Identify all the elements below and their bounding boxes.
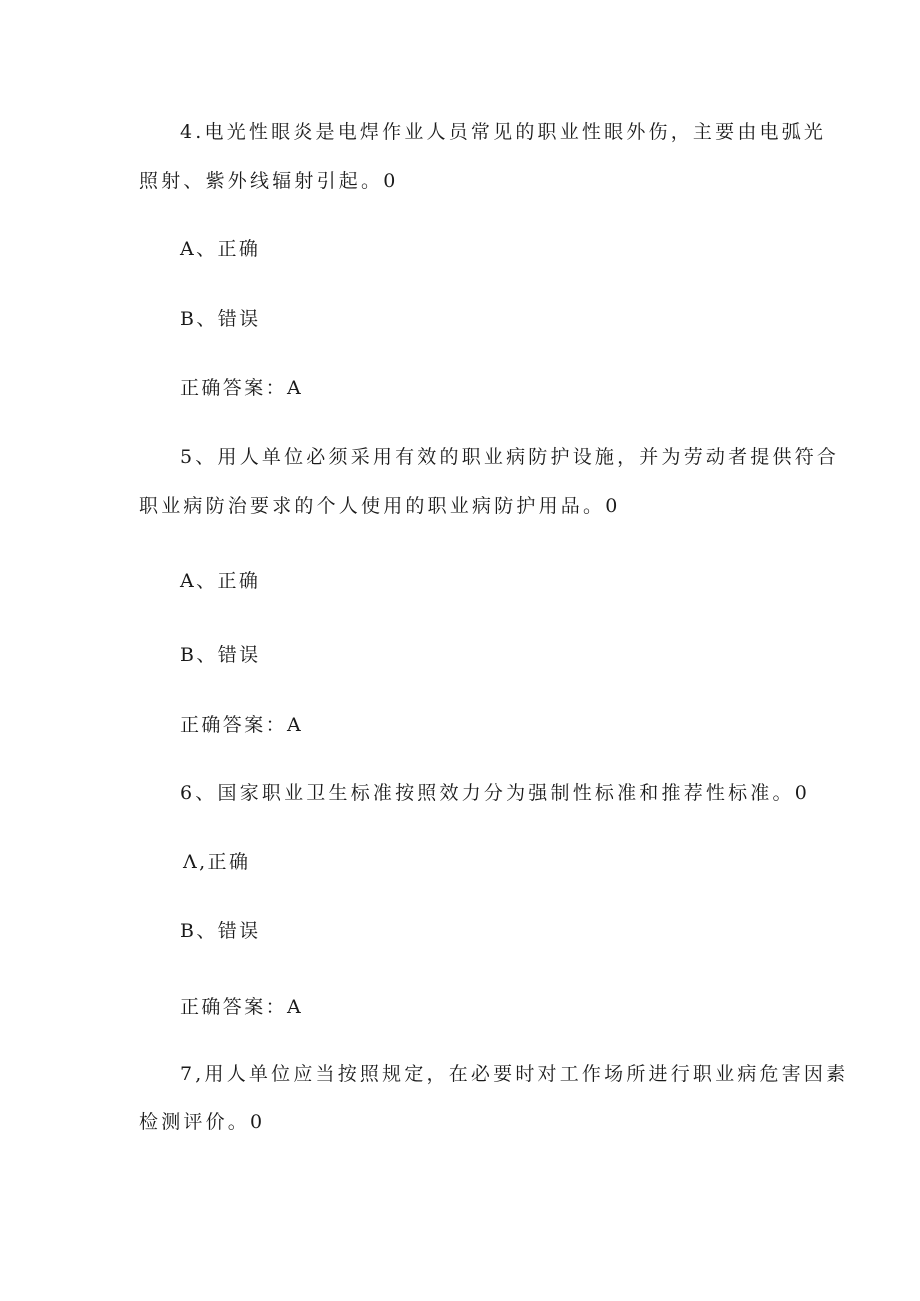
- question-7-stem-line-1: 7,用人单位应当按照规定，在必要时对工作场所进行职业病危害因素: [180, 1063, 849, 1085]
- question-6-option-a: Λ,正确: [183, 851, 251, 873]
- question-5-option-a: A、正确: [180, 570, 261, 592]
- question-4-stem-line-1: 4.电光性眼炎是电焊作业人员常见的职业性眼外伤，主要由电弧光: [180, 121, 827, 143]
- question-4-stem-line-2: 照射、紫外线辐射引起。0: [139, 170, 399, 192]
- question-5-option-b: B、错误: [180, 644, 261, 666]
- question-5-stem-line-2: 职业病防治要求的个人使用的职业病防护用品。0: [139, 495, 621, 517]
- question-6-stem-line-1: 6、国家职业卫生标准按照效力分为强制性标准和推荐性标准。0: [180, 782, 810, 804]
- question-4-answer: 正确答案：A: [180, 377, 304, 399]
- question-6-answer: 正确答案：A: [180, 996, 304, 1018]
- question-5-stem-line-1: 5、用人单位必须采用有效的职业病防护设施，并为劳动者提供符合: [180, 446, 840, 468]
- question-5-answer: 正确答案：A: [180, 714, 304, 736]
- question-7-stem-line-2: 检测评价。0: [139, 1111, 266, 1133]
- question-6-option-b: B、错误: [180, 920, 261, 942]
- question-4-option-b: B、错误: [180, 308, 261, 330]
- question-4-option-a: A、正确: [180, 238, 261, 260]
